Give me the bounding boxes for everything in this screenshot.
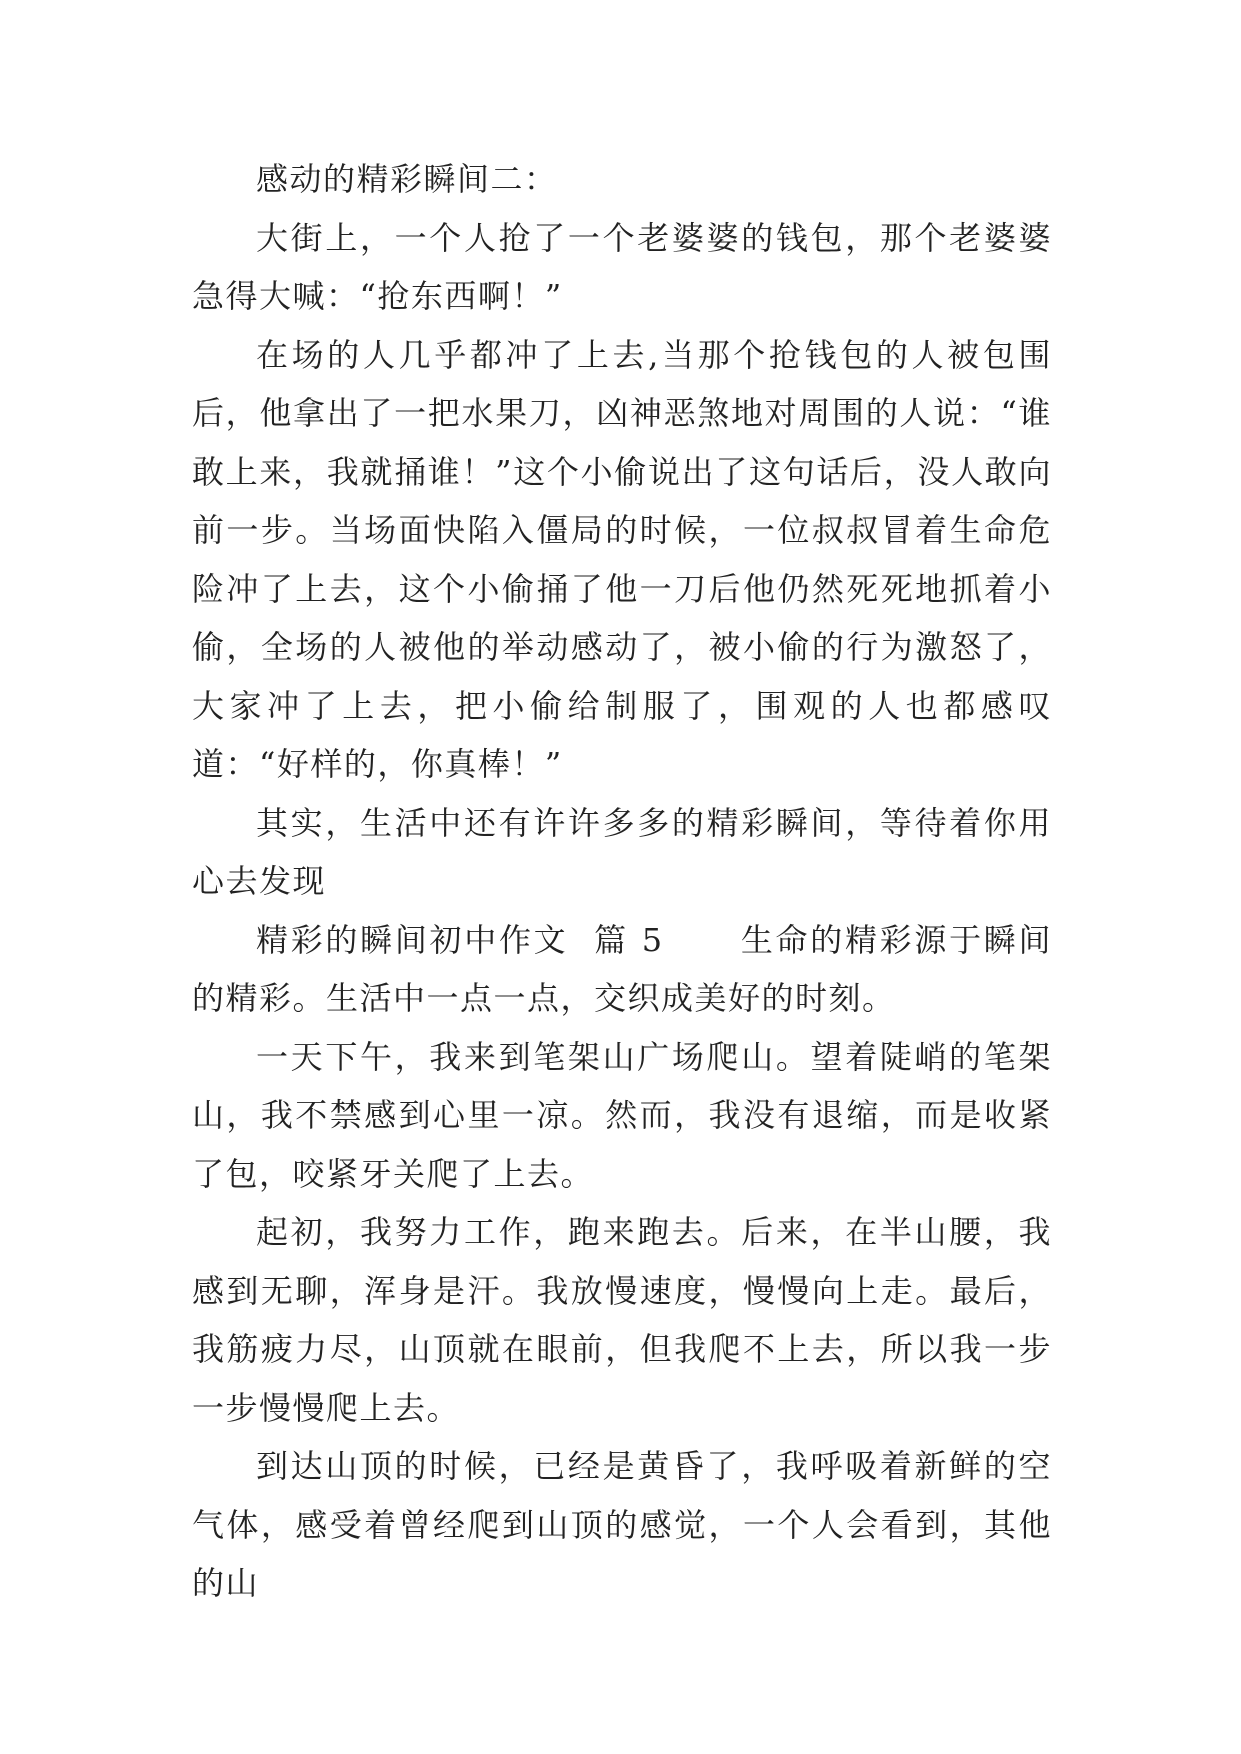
paragraph-essay-five-intro: 精彩的瞬间初中作文 篇 5 生命的精彩源于瞬间的精彩。生活中一点一点，交织成美好的时刻。	[192, 920, 1052, 1017]
paragraph-conclusion: 其实，生活中还有许许多多的精彩瞬间，等待着你用心去发现	[192, 803, 1052, 900]
paragraph-summit: 到达山顶的时候，已经是黄昏了，我呼吸着新鲜的空气体，感受着曾经爬到山顶的感觉，一个人会看到，其他的山	[192, 1447, 1052, 1602]
paragraph-afternoon-climb: 一天下午，我来到笔架山广场爬山。望着陡峭的笔架山，我不禁感到心里一凉。然而，我没有退缩，而是收紧了包，咬紧牙关爬了上去。	[192, 1037, 1052, 1193]
paragraph-crowd-confrontation: 在场的人几乎都冲了上去,当那个抢钱包的人被包围后，他拿出了一把水果刀，凶神恶煞地对周围的人说：“谁敢上来，我就捅谁！”这个小偷说出了这句话后，没人敢向前一步。当场面快陷入僵局的时候，一位叔叔冒着生命危险冲了上去，这个小偷捅了他一刀后他仍然死死地抓着小偷，全场的人被他的举动感动了，被小偷的行为激怒了，大家冲了上去，把小偷给制服了，围观的人也都感叹道：“好样的，你真棒！”	[192, 335, 1052, 783]
document-page	[192, 150, 1052, 1613]
paragraph-street-robbery: 大街上，一个人抢了一个老婆婆的钱包，那个老婆婆急得大喊：“抢东西啊！”	[192, 218, 1052, 315]
paragraph-climb-progress: 起初，我努力工作，跑来跑去。后来，在半山腰，我感到无聊，浑身是汗。我放慢速度，慢慢向上走。最后，我筋疲力尽，山顶就在眼前，但我爬不上去，所以我一步一步慢慢爬上去。	[192, 1213, 1052, 1427]
paragraph-heading-moment-two: 感动的精彩瞬间二：	[256, 160, 558, 198]
